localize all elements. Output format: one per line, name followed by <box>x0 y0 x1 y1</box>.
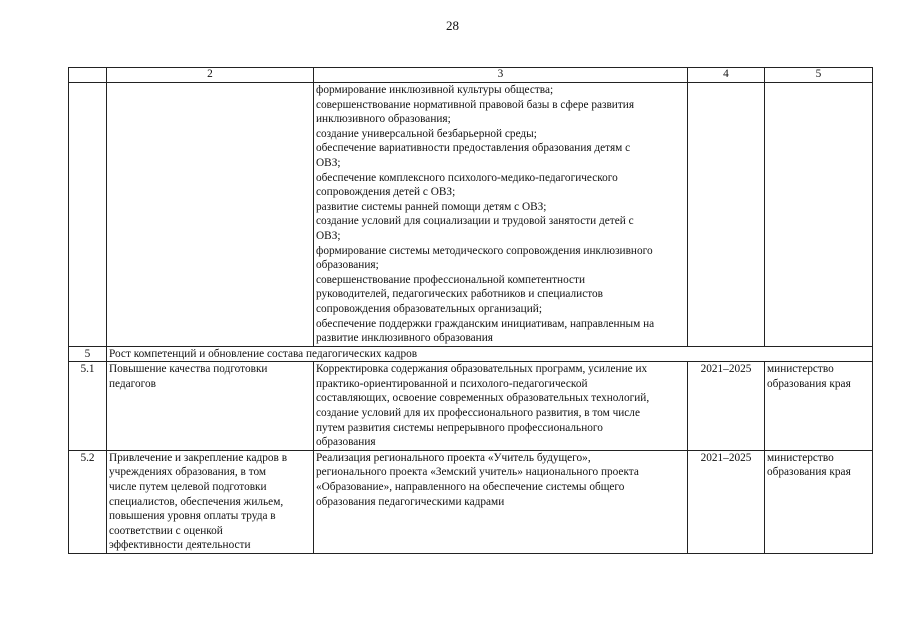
row-name-cell <box>107 362 314 451</box>
name-line: соответствии с оценкой <box>109 524 223 537</box>
name-line: Привлечение и закрепление кадров в <box>109 451 288 464</box>
measure-line: практико-ориентированной и психолого-педагогической <box>316 377 588 390</box>
name-line: педагогов <box>109 377 157 390</box>
table-row <box>69 450 873 553</box>
section-row <box>69 346 873 362</box>
measure-line: образования <box>316 436 376 449</box>
name-line: повышения уровня оплаты труда в <box>109 510 276 523</box>
header-cell-2: 2 <box>107 68 314 83</box>
measure-line: руководителей, педагогических работников и специалистов <box>316 288 604 301</box>
measure-line: ОВЗ; <box>316 156 341 169</box>
measure-line: путем развития системы непрерывного профессионального <box>316 421 603 434</box>
row-number: 5.2 <box>69 450 107 553</box>
section-title: Рост компетенций и обновление состава педагогических кадров <box>107 346 873 362</box>
name-line: специалистов, обеспечения жильем, <box>109 495 284 508</box>
measure-line: «Образование», направленного на обеспечение системы общего <box>316 481 625 494</box>
header-cell-3: 3 <box>314 68 688 83</box>
measure-line: создание условий для их профессионального развития, в том числе <box>316 407 640 420</box>
measure-line: формирование системы методического сопровождения инклюзивного <box>316 244 653 257</box>
measure-line: создание универсальной безбарьерной среды; <box>316 127 537 140</box>
row-executor-cell <box>765 362 873 451</box>
measure-line: обеспечение поддержки гражданским инициативам, направленным на <box>316 317 655 330</box>
row-executor-cell <box>765 450 873 553</box>
measure-line: инклюзивного образования; <box>316 113 451 126</box>
measure-line: совершенствование нормативной правовой базы в сфере развития <box>316 98 635 111</box>
row-years: 2021–2025 <box>688 362 765 451</box>
executor-line: министерство <box>767 451 834 464</box>
name-line: Повышение качества подготовки <box>109 363 268 376</box>
continuation-years-cell <box>688 83 765 347</box>
row-measures-cell <box>314 450 688 553</box>
continuation-measures-cell <box>314 83 688 347</box>
executor-line: образования края <box>767 466 851 479</box>
measure-line: обеспечение вариативности предоставления образования детям с <box>316 142 631 155</box>
measure-line: ОВЗ; <box>316 229 341 242</box>
measure-line: регионального проекта «Земский учитель» национального проекта <box>316 466 639 479</box>
row-years: 2021–2025 <box>688 450 765 553</box>
executor-line: министерство <box>767 363 834 376</box>
section-number: 5 <box>69 346 107 362</box>
header-cell-5: 5 <box>765 68 873 83</box>
continuation-executor-cell <box>765 83 873 347</box>
continuation-num-cell <box>69 83 107 347</box>
plan-table <box>68 67 873 554</box>
executor-line: образования края <box>767 377 851 390</box>
measure-line: Реализация регионального проекта «Учитель будущего», <box>316 451 591 464</box>
measure-line: развитие инклюзивного образования <box>316 332 493 345</box>
measure-line: формирование инклюзивной культуры общества; <box>316 84 554 96</box>
measure-line: составляющих, освоение современных образовательных технологий, <box>316 392 650 405</box>
name-line: числе путем целевой подготовки <box>109 481 267 494</box>
measure-line: сопровождения образовательных организаций; <box>316 302 542 315</box>
row-name-cell <box>107 450 314 553</box>
continuation-row <box>69 83 873 347</box>
table-header-row <box>69 68 873 83</box>
measure-line: образования педагогическими кадрами <box>316 495 505 508</box>
row-measures-cell <box>314 362 688 451</box>
measure-line: обеспечение комплексного психолого-медико-педагогического <box>316 171 618 184</box>
page-number: 28 <box>446 18 459 33</box>
measure-line: Корректировка содержания образовательных программ, усиление их <box>316 363 648 376</box>
header-cell-1 <box>69 68 107 83</box>
measure-line: создание условий для социализации и трудовой занятости детей с <box>316 215 634 228</box>
measure-line: сопровождения детей с ОВЗ; <box>316 186 456 199</box>
row-number: 5.1 <box>69 362 107 451</box>
header-cell-4: 4 <box>688 68 765 83</box>
measure-line: развитие системы ранней помощи детям с ОВЗ; <box>316 200 547 213</box>
table-row <box>69 362 873 451</box>
name-line: учреждениях образования, в том <box>109 466 267 479</box>
measure-line: совершенствование профессиональной компетентности <box>316 273 585 286</box>
continuation-name-cell <box>107 83 314 347</box>
measure-line: образования; <box>316 259 379 272</box>
name-line: эффективности деятельности <box>109 539 251 552</box>
